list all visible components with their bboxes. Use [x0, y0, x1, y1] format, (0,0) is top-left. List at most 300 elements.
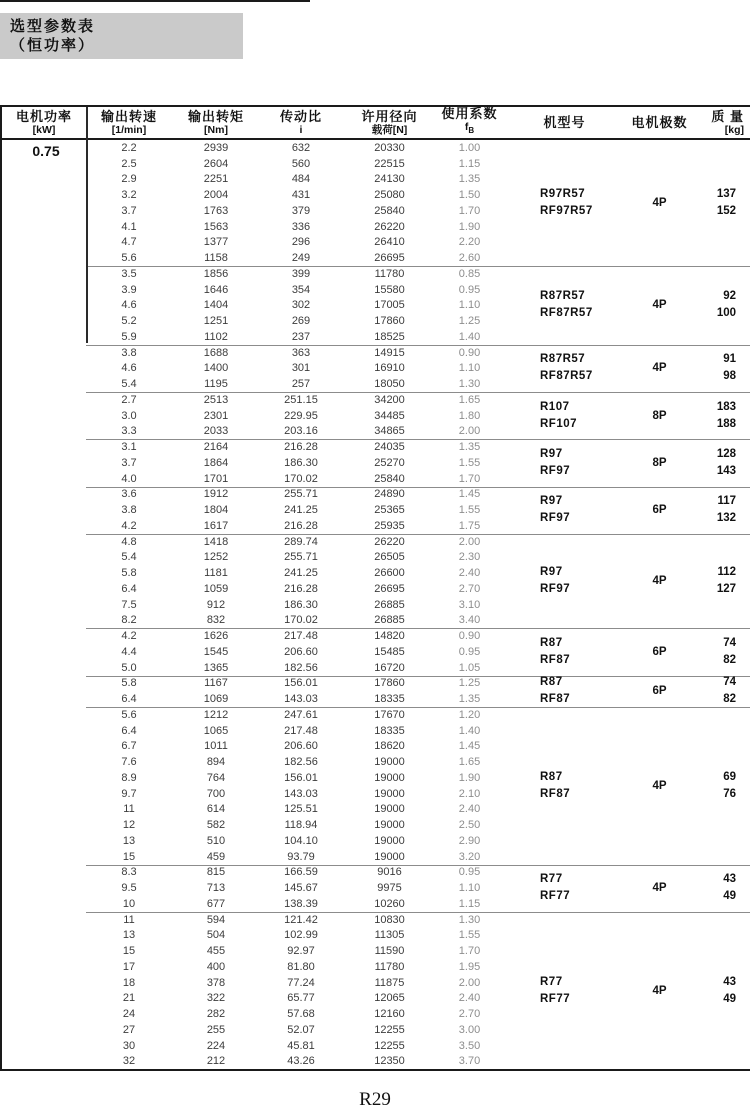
output-torque-cell: 832: [206, 614, 226, 627]
model-name: RF97R57: [540, 205, 593, 217]
output-speed-cell: 27: [122, 1023, 136, 1036]
model-cell: [502, 266, 627, 345]
radial-load-cell: 24035: [374, 441, 405, 454]
top-rule: [0, 0, 310, 2]
output-speed-cell: 6.4: [121, 724, 137, 737]
radial-load-cell: 19000: [374, 787, 405, 800]
mass-value: 43: [723, 975, 736, 988]
mass-value: 92: [723, 290, 736, 303]
radial-load-cell: 10260: [374, 897, 405, 910]
radial-load-cell: 26600: [374, 567, 405, 580]
output-torque-cell: 912: [206, 598, 226, 611]
ratio-cell: 143.03: [284, 787, 318, 800]
output-torque-cell: 700: [206, 787, 226, 800]
output-speed-cell: 7.6: [121, 756, 137, 769]
radial-load-cell: 12350: [374, 1055, 405, 1068]
output-speed-cell: 3.7: [121, 204, 137, 217]
model-name: R97: [540, 447, 563, 460]
radial-load-cell: 26885: [374, 614, 405, 627]
service-factor-symbol: f: [464, 121, 469, 134]
radial-load-cell: 26220: [374, 220, 405, 233]
service-factor-cell: 2.60: [458, 252, 481, 265]
output-speed-cell: 21: [122, 992, 136, 1005]
ratio-cell: 296: [291, 236, 311, 249]
ratio-cell: 257: [291, 378, 311, 391]
table-group: [2, 676, 750, 708]
mass-cell: [692, 439, 750, 486]
service-factor-cell: 0.90: [458, 346, 481, 359]
ratio-cell: 182.56: [284, 756, 318, 769]
model-name: RF77: [540, 890, 571, 903]
output-speed-cell: 3.9: [121, 283, 137, 296]
ratio-cell: 206.60: [284, 645, 318, 658]
mass-value: 82: [723, 653, 736, 666]
output-torque-cell: 1400: [203, 362, 229, 375]
table-body: [2, 140, 750, 1069]
model-name: R87R57: [540, 290, 586, 303]
radial-load-cell: 25270: [374, 456, 405, 469]
output-torque-cell: 815: [206, 866, 226, 879]
header-label: 输出转速: [100, 108, 157, 124]
radial-load-cell: 18335: [374, 693, 405, 706]
output-torque-cell: 1181: [204, 567, 228, 580]
mass-value: 188: [716, 417, 736, 430]
output-torque-cell: 1195: [204, 378, 228, 391]
service-factor-cell: 1.75: [458, 519, 481, 532]
output-torque-cell: 582: [206, 819, 226, 832]
service-factor-cell: 1.50: [458, 189, 481, 202]
service-factor-cell: 1.90: [458, 771, 481, 784]
output-torque-cell: 1856: [203, 267, 229, 280]
output-speed-cell: 5.4: [121, 551, 137, 564]
radial-load-cell: 19000: [374, 803, 405, 816]
output-torque-cell: 1912: [203, 488, 229, 501]
output-torque-cell: 1377: [203, 236, 229, 249]
output-torque-cell: 713: [206, 882, 226, 895]
ratio-cell: 241.25: [284, 567, 318, 580]
radial-load-cell: 17860: [374, 315, 405, 328]
model-cell: [502, 534, 627, 629]
service-factor-cell: 1.35: [458, 173, 481, 186]
service-factor-cell: 2.70: [458, 582, 481, 595]
output-torque-cell: 614: [206, 803, 226, 816]
model-name: RF77: [540, 992, 571, 1005]
motor-poles-cell: 4P: [652, 779, 667, 792]
output-speed-cell: 4.4: [121, 645, 137, 658]
output-speed-cell: 4.6: [121, 362, 137, 375]
mass-value: 76: [723, 787, 736, 800]
radial-load-cell: 34485: [374, 409, 405, 422]
service-factor-cell: 2.10: [458, 787, 481, 800]
mass-value: 152: [716, 205, 736, 217]
service-factor-cell: 3.70: [458, 1055, 481, 1068]
output-torque-cell: 1404: [203, 299, 229, 312]
mass-value: 112: [717, 566, 736, 578]
radial-load-cell: 12160: [374, 1008, 405, 1021]
mass-value: 183: [716, 400, 736, 413]
output-speed-cell: 5.0: [121, 661, 137, 674]
radial-load-cell: 22515: [374, 157, 405, 170]
header-label: 许用径向: [361, 108, 418, 124]
ratio-cell: 336: [291, 220, 311, 233]
radial-load-cell: 9975: [377, 882, 402, 895]
ratio-cell: 102.99: [284, 929, 318, 942]
header-unit: [465, 121, 474, 137]
mass-value: 74: [723, 676, 736, 689]
radial-load-cell: 12255: [374, 1023, 405, 1036]
radial-load-cell: 26410: [374, 236, 405, 249]
motor-poles-cell: 4P: [652, 984, 667, 997]
ratio-cell: 249: [291, 252, 311, 265]
col-header-output-torque: [172, 107, 260, 138]
mass-cell: [692, 487, 750, 534]
service-factor-cell: 3.20: [458, 850, 481, 863]
service-factor-cell: 1.70: [458, 472, 481, 485]
output-speed-cell: 17: [122, 960, 136, 973]
radial-load-cell: 12255: [374, 1039, 405, 1052]
mass-value: 127: [716, 583, 736, 595]
page-title-line2: （恒功率）: [10, 37, 96, 54]
output-speed-cell: 3.0: [121, 409, 137, 422]
mass-cell: [692, 266, 750, 345]
output-speed-cell: 15: [122, 850, 136, 863]
mass-value: 143: [716, 464, 736, 477]
col-header-ratio: [260, 107, 342, 138]
output-torque-cell: 504: [206, 929, 226, 942]
output-speed-cell: 18: [122, 976, 136, 989]
motor-poles-cell: 6P: [652, 685, 667, 698]
ratio-cell: 125.51: [284, 803, 318, 816]
output-torque-cell: 400: [206, 960, 226, 973]
radial-load-cell: 16910: [374, 362, 405, 375]
table-group: [2, 534, 750, 629]
ratio-cell: 186.30: [284, 456, 318, 469]
radial-load-cell: 10830: [374, 913, 405, 926]
output-torque-cell: 1065: [203, 724, 229, 737]
mass-value: 74: [723, 636, 736, 649]
mass-value: 100: [716, 307, 736, 320]
page-title-line1: 选型参数表: [10, 18, 96, 35]
service-factor-cell: 2.00: [458, 535, 481, 548]
mass-value: 128: [716, 447, 736, 460]
output-speed-cell: 24: [122, 1008, 136, 1021]
table-group: [2, 707, 750, 865]
service-factor-cell: 1.15: [458, 897, 481, 910]
header-unit: [kW]: [32, 123, 56, 136]
model-cell: [502, 439, 627, 486]
table-group: [2, 345, 750, 392]
service-factor-cell: 1.25: [458, 315, 481, 328]
header-label: 输出转矩: [187, 108, 244, 124]
header-label: 机型号: [543, 114, 586, 130]
header-label: 电机功率: [15, 108, 72, 124]
ratio-cell: 156.01: [284, 677, 318, 690]
mass-value: 69: [723, 770, 736, 783]
service-factor-subscript: B: [468, 126, 475, 136]
service-factor-cell: 2.00: [458, 976, 481, 989]
service-factor-cell: 1.80: [458, 409, 481, 422]
table-group: [2, 439, 750, 486]
model-cell: [502, 912, 627, 1070]
radial-load-cell: 18335: [374, 724, 405, 737]
ratio-cell: 237: [291, 330, 311, 343]
ratio-cell: 217.48: [284, 724, 318, 737]
service-factor-cell: 0.95: [458, 866, 481, 879]
output-speed-cell: 6.4: [121, 582, 137, 595]
radial-load-cell: 9016: [377, 866, 402, 879]
service-factor-cell: 0.85: [458, 267, 481, 280]
service-factor-cell: 1.10: [458, 882, 481, 895]
service-factor-cell: 1.05: [458, 661, 481, 674]
radial-load-cell: 11780: [374, 267, 405, 280]
radial-load-cell: 24130: [374, 173, 405, 186]
service-factor-cell: 1.35: [458, 441, 481, 454]
service-factor-cell: 1.25: [458, 677, 481, 690]
table-group: [2, 912, 750, 1070]
radial-load-cell: 11305: [374, 929, 405, 942]
output-speed-cell: 13: [122, 834, 136, 847]
service-factor-cell: 1.95: [458, 960, 481, 973]
ratio-cell: 57.68: [287, 1008, 315, 1021]
output-speed-cell: 32: [122, 1055, 136, 1068]
header-unit: [1/min]: [111, 123, 147, 136]
output-torque-cell: 1688: [203, 346, 229, 359]
output-torque-cell: 282: [206, 1008, 226, 1021]
service-factor-cell: 1.40: [458, 330, 481, 343]
output-torque-cell: 322: [206, 992, 226, 1005]
model-name: R87: [540, 636, 563, 649]
service-factor-cell: 1.65: [458, 756, 481, 769]
output-torque-cell: 1102: [204, 330, 228, 343]
ratio-cell: 145.67: [284, 882, 318, 895]
service-factor-cell: 3.10: [458, 598, 481, 611]
radial-load-cell: 14820: [374, 630, 405, 643]
output-torque-cell: 1646: [203, 283, 229, 296]
output-speed-cell: 7.5: [121, 598, 137, 611]
output-torque-cell: 594: [206, 913, 226, 926]
model-name: RF87R57: [540, 307, 593, 320]
header-label: 质 量: [711, 108, 744, 124]
service-factor-cell: 1.20: [458, 708, 481, 721]
service-factor-cell: 2.90: [458, 834, 481, 847]
output-speed-cell: 2.7: [121, 393, 137, 406]
output-torque-cell: 1617: [203, 519, 229, 532]
model-name: RF107: [540, 417, 578, 430]
output-speed-cell: 11: [123, 913, 135, 926]
output-torque-cell: 1864: [203, 456, 229, 469]
col-header-motor-poles: [627, 107, 692, 138]
ratio-cell: 354: [291, 283, 311, 296]
radial-load-cell: 12065: [374, 992, 405, 1005]
service-factor-cell: 1.35: [458, 693, 481, 706]
table-group: [2, 865, 750, 912]
ratio-cell: 121.42: [284, 913, 318, 926]
output-torque-cell: 455: [206, 945, 226, 958]
output-torque-cell: 1804: [203, 504, 229, 517]
ratio-cell: 65.77: [287, 992, 315, 1005]
table-header-row: [2, 107, 750, 140]
ratio-cell: 255.71: [284, 488, 318, 501]
radial-load-cell: 25365: [374, 504, 405, 517]
service-factor-cell: 1.55: [458, 504, 481, 517]
model-name: RF87: [540, 693, 571, 706]
ratio-cell: 247.61: [284, 708, 318, 721]
ratio-cell: 255.71: [284, 551, 318, 564]
mass-value: 82: [723, 693, 736, 706]
radial-load-cell: 19000: [374, 834, 405, 847]
table-group: [2, 392, 750, 439]
mass-cell: [692, 628, 750, 675]
model-name: RF87R57: [540, 370, 593, 383]
model-cell: [502, 345, 627, 392]
service-factor-cell: 1.70: [458, 204, 481, 217]
output-speed-cell: 9.5: [121, 882, 137, 895]
service-factor-cell: 3.40: [458, 614, 481, 627]
output-speed-cell: 4.2: [121, 519, 137, 532]
output-speed-cell: 5.8: [121, 567, 137, 580]
service-factor-cell: 3.50: [458, 1039, 481, 1052]
model-cell: [502, 676, 627, 708]
title-box: [0, 13, 243, 59]
model-cell: [502, 487, 627, 534]
model-cell: [502, 865, 627, 912]
ratio-cell: 289.74: [284, 535, 318, 548]
header-label: 使用系数: [441, 106, 498, 122]
radial-load-cell: 26220: [374, 535, 405, 548]
service-factor-cell: 1.10: [458, 362, 481, 375]
output-speed-cell: 13: [122, 929, 136, 942]
ratio-cell: 302: [291, 299, 311, 312]
output-torque-cell: 2251: [203, 173, 229, 186]
output-torque-cell: 1011: [204, 740, 228, 753]
service-factor-cell: 1.65: [458, 393, 481, 406]
ratio-cell: 301: [291, 362, 311, 375]
ratio-cell: 560: [291, 157, 311, 170]
radial-load-cell: 17860: [374, 677, 405, 690]
output-torque-cell: 1167: [204, 677, 228, 690]
header-label: 电机极数: [631, 114, 688, 130]
col-header-service-factor: [437, 107, 502, 138]
motor-poles-cell: 4P: [652, 575, 667, 587]
service-factor-cell: 2.30: [458, 551, 481, 564]
service-factor-cell: 1.55: [458, 929, 481, 942]
ratio-cell: 203.16: [284, 425, 318, 438]
ratio-cell: 43.26: [287, 1055, 315, 1068]
output-torque-cell: 677: [206, 897, 226, 910]
output-speed-cell: 5.6: [121, 252, 137, 265]
output-speed-cell: 6.4: [121, 693, 137, 706]
ratio-cell: 170.02: [284, 614, 318, 627]
service-factor-cell: 2.70: [458, 1008, 481, 1021]
output-speed-cell: 3.8: [121, 346, 137, 359]
output-torque-cell: 1365: [203, 661, 229, 674]
output-speed-cell: 5.2: [121, 315, 137, 328]
output-speed-cell: 9.7: [121, 787, 137, 800]
mass-value: 91: [723, 353, 736, 366]
model-cell: [502, 392, 627, 439]
output-torque-cell: 459: [206, 850, 226, 863]
radial-load-cell: 25840: [374, 204, 405, 217]
output-speed-cell: 2.5: [121, 157, 137, 170]
ratio-cell: 166.59: [284, 866, 318, 879]
model-cell: [502, 707, 627, 865]
model-name: RF97: [540, 464, 571, 477]
output-speed-cell: 8.2: [121, 614, 137, 627]
output-speed-cell: 30: [122, 1039, 136, 1052]
radial-load-cell: 15485: [374, 645, 405, 658]
output-speed-cell: 10: [122, 897, 136, 910]
service-factor-cell: 1.00: [458, 141, 481, 154]
table-group: [2, 487, 750, 534]
mass-cell: [692, 534, 750, 629]
header-unit: [kg]: [724, 123, 744, 136]
model-name: R87: [540, 770, 563, 783]
mass-value: 43: [723, 873, 736, 886]
selection-parameter-table: [0, 105, 750, 1071]
output-speed-cell: 3.1: [121, 441, 137, 454]
ratio-cell: 206.60: [284, 740, 318, 753]
radial-load-cell: 18050: [374, 378, 405, 391]
ratio-cell: 118.94: [284, 819, 318, 832]
ratio-cell: 170.02: [284, 472, 318, 485]
output-torque-cell: 1251: [203, 315, 229, 328]
output-torque-cell: 1059: [203, 582, 229, 595]
radial-load-cell: 34865: [374, 425, 405, 438]
output-torque-cell: 510: [206, 834, 226, 847]
service-factor-cell: 2.20: [458, 236, 481, 249]
output-torque-cell: 378: [206, 976, 226, 989]
output-speed-cell: 3.3: [121, 425, 137, 438]
model-name: R87: [540, 676, 563, 689]
output-speed-cell: 4.7: [121, 236, 137, 249]
radial-load-cell: 19000: [374, 771, 405, 784]
radial-load-cell: 26505: [374, 551, 405, 564]
model-name: R97: [540, 495, 563, 508]
output-torque-cell: 1418: [203, 535, 229, 548]
model-name: R77: [540, 873, 563, 886]
mass-cell: [692, 707, 750, 865]
mass-cell: [692, 392, 750, 439]
output-speed-cell: 2.2: [121, 141, 137, 154]
radial-load-cell: 26695: [374, 582, 405, 595]
ratio-cell: 216.28: [284, 519, 318, 532]
motor-poles-cell: 8P: [652, 456, 667, 469]
output-torque-cell: 1158: [204, 252, 228, 265]
output-torque-cell: 2939: [203, 141, 229, 154]
ratio-cell: 484: [291, 173, 311, 186]
radial-load-cell: 11590: [374, 945, 405, 958]
motor-poles-cell: 6P: [652, 645, 667, 658]
ratio-cell: 92.97: [287, 945, 315, 958]
mass-cell: [692, 912, 750, 1070]
radial-load-cell: 19000: [374, 850, 405, 863]
radial-load-cell: 17005: [374, 299, 405, 312]
table-group: [2, 628, 750, 675]
motor-poles-cell: 4P: [652, 362, 667, 375]
ratio-cell: 52.07: [287, 1023, 315, 1036]
ratio-cell: 182.56: [284, 661, 318, 674]
ratio-cell: 216.28: [284, 441, 318, 454]
ratio-cell: 431: [291, 189, 311, 202]
service-factor-cell: 1.70: [458, 945, 481, 958]
mass-value: 98: [723, 370, 736, 383]
output-torque-cell: 212: [206, 1055, 226, 1068]
output-torque-cell: 255: [206, 1023, 226, 1036]
ratio-cell: 229.95: [284, 409, 318, 422]
output-speed-cell: 8.3: [121, 866, 137, 879]
service-factor-cell: 1.15: [458, 157, 481, 170]
radial-load-cell: 18620: [374, 740, 405, 753]
